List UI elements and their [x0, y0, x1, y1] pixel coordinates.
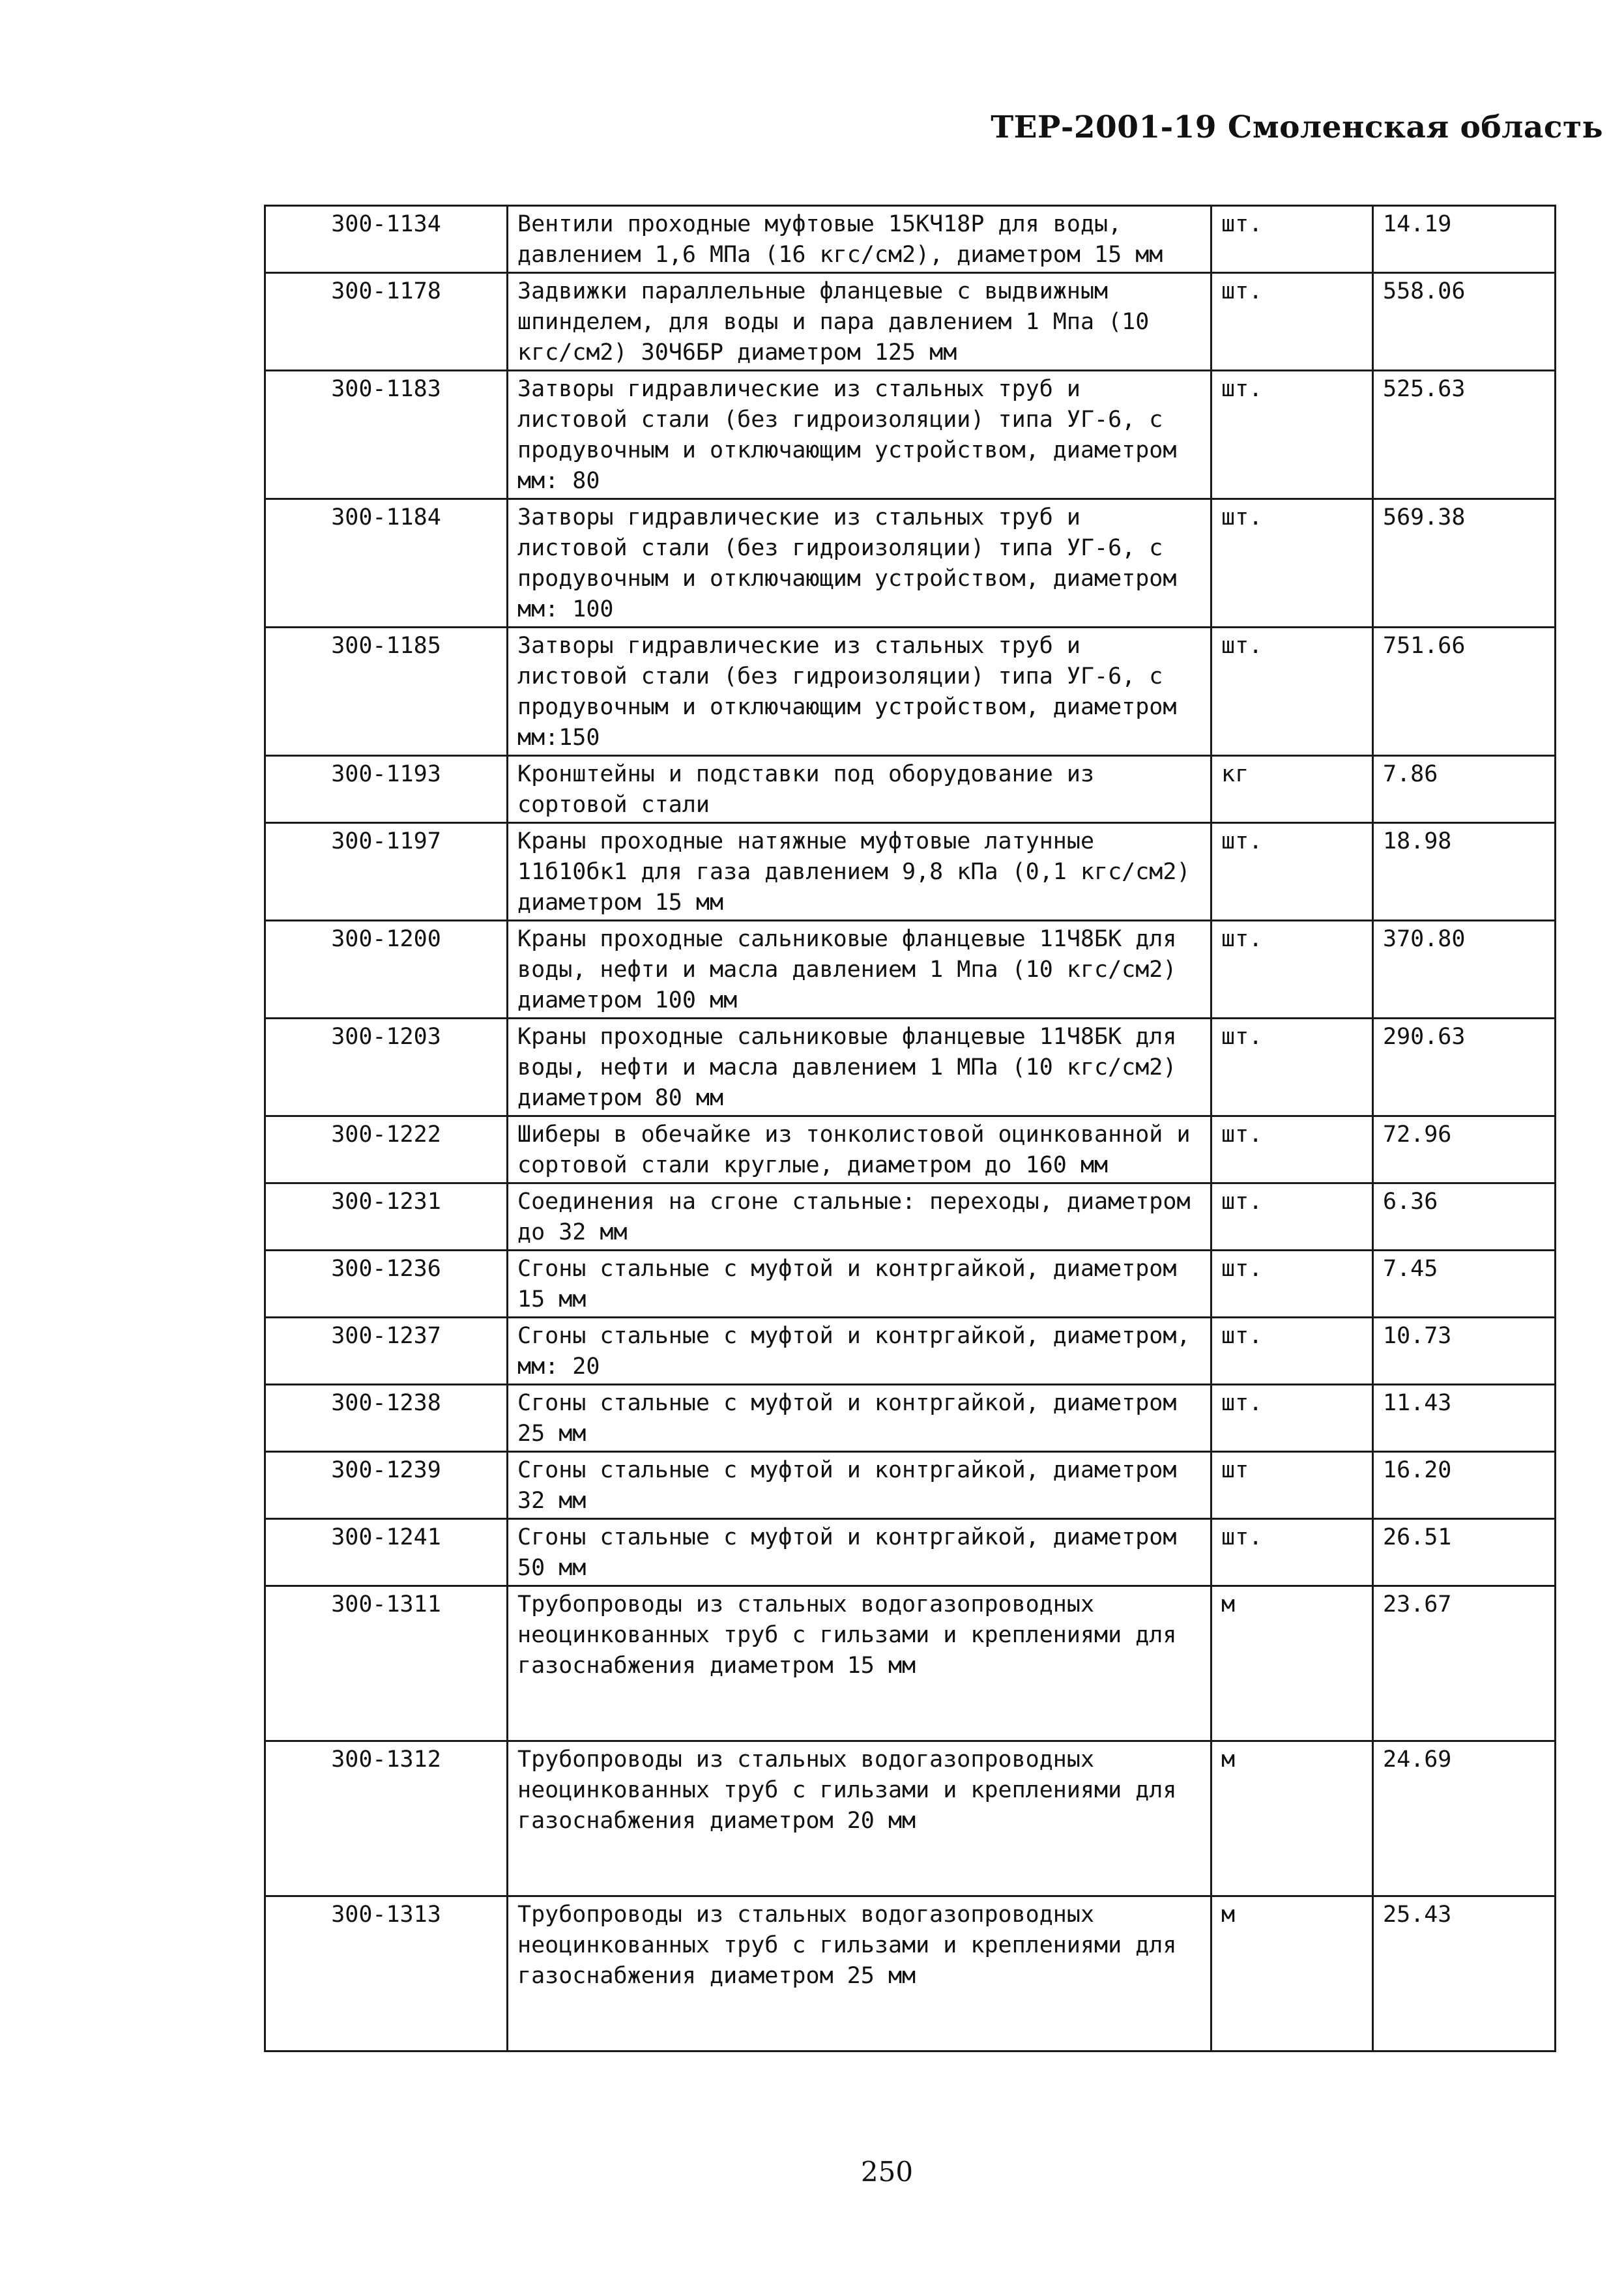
table-row [265, 1741, 1556, 1896]
row-price: 26.51 [1373, 1519, 1556, 1586]
row-price: 6.36 [1373, 1183, 1556, 1251]
row-description: Кронштейны и подставки под оборудование из сортовой стали [508, 756, 1211, 823]
row-unit: шт. [1211, 1019, 1373, 1116]
table-row [265, 1019, 1556, 1116]
row-unit: шт. [1211, 1183, 1373, 1251]
row-unit: шт. [1211, 1519, 1373, 1586]
row-description: Затворы гидравлические из стальных труб и листовой стали (без гидроизоляции) типа УГ-6, с продувочным и отключающим устройством, диаметром мм: 80 [508, 371, 1211, 499]
row-description: Вентили проходные муфтовые 15КЧ18Р для воды, давлением 1,6 МПа (16 кгс/см2), диаметром 15 мм [508, 206, 1211, 273]
row-description: Затворы гидравлические из стальных труб и листовой стали (без гидроизоляции) типа УГ-6, с продувочным и отключающим устройством, диаметром мм:150 [508, 628, 1211, 756]
page-number: 250 [860, 2156, 914, 2188]
row-description: Краны проходные сальниковые фланцевые 11Ч8БК для воды, нефти и масла давлением 1 МПа (10 кгс/см2) диаметром 80 мм [508, 1019, 1211, 1116]
row-code: 300-1193 [265, 756, 508, 823]
row-code: 300-1241 [265, 1519, 508, 1586]
table-row [265, 1183, 1556, 1251]
table-row [265, 628, 1556, 756]
row-description: Сгоны стальные с муфтой и контргайкой, диаметром 15 мм [508, 1251, 1211, 1318]
row-code: 300-1239 [265, 1452, 508, 1519]
row-code: 300-1197 [265, 823, 508, 921]
row-price: 7.86 [1373, 756, 1556, 823]
row-unit: шт. [1211, 371, 1373, 499]
row-description: Шиберы в обечайке из тонколистовой оцинкованной и сортовой стали круглые, диаметром до 160 мм [508, 1116, 1211, 1183]
table-row [265, 1586, 1556, 1741]
table-row [265, 1251, 1556, 1318]
table-row [265, 1318, 1556, 1385]
table-row [265, 921, 1556, 1019]
table-row [265, 756, 1556, 823]
row-unit: шт [1211, 1452, 1373, 1519]
row-code: 300-1237 [265, 1318, 508, 1385]
row-code: 300-1134 [265, 206, 508, 273]
row-description: Сгоны стальные с муфтой и контргайкой, диаметром 32 мм [508, 1452, 1211, 1519]
table-row [265, 1519, 1556, 1586]
row-price: 370.80 [1373, 921, 1556, 1019]
row-unit: шт. [1211, 1251, 1373, 1318]
row-code: 300-1313 [265, 1896, 508, 2051]
row-price: 23.67 [1373, 1586, 1556, 1741]
row-unit: шт. [1211, 206, 1373, 273]
table-row [265, 499, 1556, 628]
row-code: 300-1185 [265, 628, 508, 756]
row-unit: м [1211, 1741, 1373, 1896]
row-unit: шт. [1211, 921, 1373, 1019]
row-unit: шт. [1211, 1116, 1373, 1183]
row-code: 300-1203 [265, 1019, 508, 1116]
row-description: Сгоны стальные с муфтой и контргайкой, диаметром, мм: 20 [508, 1318, 1211, 1385]
row-code: 300-1312 [265, 1741, 508, 1896]
row-code: 300-1184 [265, 499, 508, 628]
row-price: 751.66 [1373, 628, 1556, 756]
row-price: 18.98 [1373, 823, 1556, 921]
row-price: 16.20 [1373, 1452, 1556, 1519]
row-price: 25.43 [1373, 1896, 1556, 2051]
row-code: 300-1238 [265, 1385, 508, 1452]
row-unit: шт. [1211, 823, 1373, 921]
table-row [265, 371, 1556, 499]
row-unit: м [1211, 1586, 1373, 1741]
row-price: 24.69 [1373, 1741, 1556, 1896]
row-unit: шт. [1211, 273, 1373, 371]
row-code: 300-1231 [265, 1183, 508, 1251]
row-code: 300-1311 [265, 1586, 508, 1741]
row-description: Сгоны стальные с муфтой и контргайкой, диаметром 25 мм [508, 1385, 1211, 1452]
row-unit: шт. [1211, 499, 1373, 628]
row-price: 558.06 [1373, 273, 1556, 371]
row-price: 569.38 [1373, 499, 1556, 628]
row-description: Соединения на сгоне стальные: переходы, диаметром до 32 мм [508, 1183, 1211, 1251]
row-unit: кг [1211, 756, 1373, 823]
row-description: Трубопроводы из стальных водогазопроводных неоцинкованных труб с гильзами и креплениями для газоснабжения диаметром 25 мм [508, 1896, 1211, 2051]
row-price: 10.73 [1373, 1318, 1556, 1385]
page-header-title: ТЕР-2001-19 Смоленская область [991, 109, 1603, 145]
row-price: 7.45 [1373, 1251, 1556, 1318]
row-unit: шт. [1211, 628, 1373, 756]
row-description: Затворы гидравлические из стальных труб и листовой стали (без гидроизоляции) типа УГ-6, с продувочным и отключающим устройством, диаметром мм: 100 [508, 499, 1211, 628]
row-code: 300-1200 [265, 921, 508, 1019]
row-price: 525.63 [1373, 371, 1556, 499]
table-row [265, 1896, 1556, 2051]
table-row [265, 273, 1556, 371]
row-price: 14.19 [1373, 206, 1556, 273]
row-description: Краны проходные сальниковые фланцевые 11Ч8БК для воды, нефти и масла давлением 1 Мпа (10 кгс/см2) диаметром 100 мм [508, 921, 1211, 1019]
table-row [265, 1452, 1556, 1519]
row-unit: шт. [1211, 1385, 1373, 1452]
row-description: Трубопроводы из стальных водогазопроводных неоцинкованных труб с гильзами и креплениями для газоснабжения диаметром 20 мм [508, 1741, 1211, 1896]
table-row [265, 206, 1556, 273]
row-code: 300-1222 [265, 1116, 508, 1183]
row-unit: шт. [1211, 1318, 1373, 1385]
row-code: 300-1236 [265, 1251, 508, 1318]
row-price: 72.96 [1373, 1116, 1556, 1183]
table-row [265, 1385, 1556, 1452]
row-unit: м [1211, 1896, 1373, 2051]
row-description: Трубопроводы из стальных водогазопроводных неоцинкованных труб с гильзами и креплениями для газоснабжения диаметром 15 мм [508, 1586, 1211, 1741]
row-description: Сгоны стальные с муфтой и контргайкой, диаметром 50 мм [508, 1519, 1211, 1586]
table-row [265, 823, 1556, 921]
row-description: Задвижки параллельные фланцевые с выдвижным шпинделем, для воды и пара давлением 1 Мпа (10 кгс/см2) 30Ч6БР диаметром 125 мм [508, 273, 1211, 371]
row-price: 11.43 [1373, 1385, 1556, 1452]
row-code: 300-1178 [265, 273, 508, 371]
row-price: 290.63 [1373, 1019, 1556, 1116]
row-description: Краны проходные натяжные муфтовые латунные 11б10бк1 для газа давлением 9,8 кПа (0,1 кгс/см2) диаметром 15 мм [508, 823, 1211, 921]
price-table [264, 205, 1556, 2052]
row-code: 300-1183 [265, 371, 508, 499]
table-row [265, 1116, 1556, 1183]
